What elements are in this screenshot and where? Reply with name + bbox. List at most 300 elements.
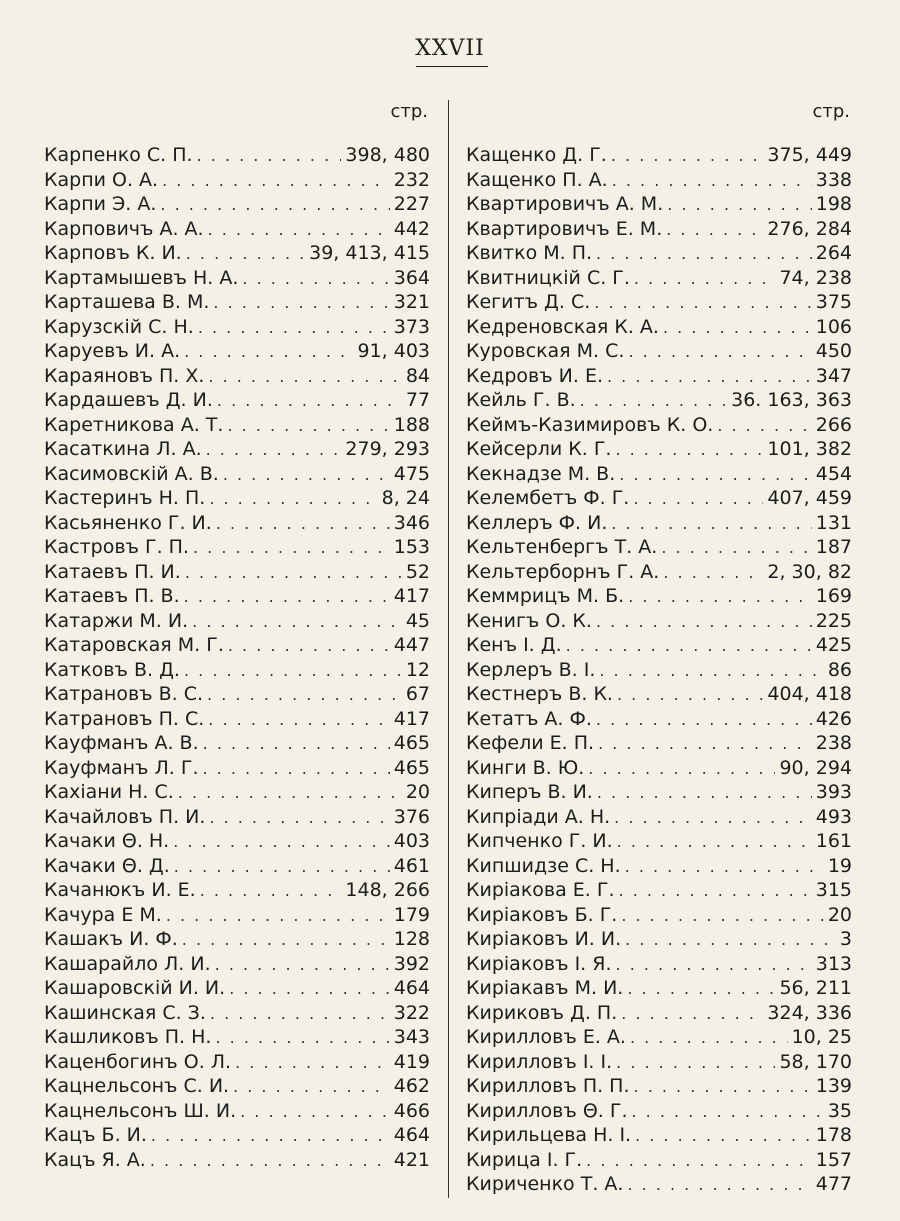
leader-dots bbox=[182, 930, 390, 949]
leader-dots bbox=[628, 587, 812, 606]
index-entry bbox=[44, 781, 430, 806]
leader-dots bbox=[663, 563, 763, 582]
entry-name: Киріаковъ И. И. bbox=[466, 928, 622, 950]
entry-name: Киріакавъ М. И. bbox=[466, 977, 624, 999]
header-rule bbox=[416, 66, 488, 67]
leader-dots bbox=[185, 563, 402, 582]
index-entry bbox=[466, 830, 852, 855]
index-entry bbox=[466, 634, 852, 659]
entry-name: Карпи Э. А. bbox=[44, 193, 157, 215]
index-entry bbox=[466, 585, 852, 610]
entry-pages: 417 bbox=[393, 707, 430, 730]
entry-name: Кенигъ О. К. bbox=[466, 609, 592, 632]
leader-dots bbox=[635, 1126, 812, 1145]
entry-name: Касьяненко Г. И. bbox=[44, 511, 212, 534]
leader-dots bbox=[667, 195, 811, 214]
right-entries bbox=[466, 144, 852, 1198]
leader-dots bbox=[200, 881, 342, 900]
leader-dots bbox=[617, 832, 812, 851]
entry-pages: 475 bbox=[393, 462, 430, 485]
entry-name: Кирилловъ Е. А. bbox=[466, 1026, 626, 1048]
index-entry bbox=[44, 1051, 430, 1076]
leader-dots bbox=[598, 734, 812, 753]
leader-dots bbox=[666, 220, 763, 239]
entry-pages: 466 bbox=[393, 1099, 430, 1122]
index-entry bbox=[466, 1149, 852, 1174]
entry-pages: 477 bbox=[815, 1173, 852, 1195]
index-entry bbox=[466, 928, 852, 953]
index-entry bbox=[466, 218, 852, 243]
entry-pages: 324, 336 bbox=[767, 1001, 852, 1024]
index-entry bbox=[44, 634, 430, 659]
leader-dots bbox=[634, 269, 776, 288]
index-entry bbox=[44, 610, 430, 635]
entry-name: Карповичъ А. А. bbox=[44, 217, 204, 240]
entry-pages: 313 bbox=[815, 952, 852, 975]
index-entry bbox=[44, 291, 430, 316]
entry-name: Кашинская С. З. bbox=[44, 1001, 206, 1024]
index-entry bbox=[44, 1124, 430, 1149]
entry-pages: 375 bbox=[815, 291, 852, 313]
index-entry bbox=[466, 316, 852, 341]
entry-pages: 279, 293 bbox=[345, 438, 430, 460]
entry-pages: 375, 449 bbox=[767, 144, 852, 166]
entry-name: Кедреновская К. А. bbox=[466, 315, 659, 338]
entry-name: Катаевъ П. В. bbox=[44, 585, 180, 607]
entry-name: Катковъ В. Д. bbox=[44, 658, 180, 681]
left-column-header: стр. bbox=[390, 101, 428, 122]
entry-name: Кинги В. Ю. bbox=[466, 756, 585, 779]
index-entry bbox=[466, 732, 852, 757]
leader-dots bbox=[235, 1053, 390, 1072]
entry-name: Качаки Θ. Н. bbox=[44, 830, 170, 852]
index-entry bbox=[44, 316, 430, 341]
right-column bbox=[466, 100, 852, 1198]
entry-name: Керлеръ В. І. bbox=[466, 658, 596, 681]
entry-pages: 322 bbox=[393, 1001, 430, 1024]
entry-pages: 90, 294 bbox=[779, 756, 852, 779]
entry-pages: 464 bbox=[393, 1124, 430, 1146]
leader-dots bbox=[217, 391, 402, 410]
entry-name: Киріаковъ І. Я. bbox=[466, 952, 612, 975]
entry-pages: 139 bbox=[815, 1075, 852, 1097]
entry-name: Квитницкій С. Г. bbox=[466, 266, 630, 289]
entry-name: Кауфманъ А. В. bbox=[44, 732, 199, 754]
index-entry bbox=[44, 757, 430, 782]
entry-pages: 462 bbox=[393, 1075, 430, 1097]
leader-dots bbox=[162, 171, 390, 190]
entry-pages: 131 bbox=[815, 511, 852, 534]
index-entry bbox=[44, 928, 430, 953]
index-entry bbox=[44, 536, 430, 561]
entry-pages: 20 bbox=[405, 781, 430, 803]
index-entry bbox=[466, 1002, 852, 1027]
entry-name: Катаровская М. Г. bbox=[44, 634, 224, 656]
entry-name: Кельтенбергъ Т. А. bbox=[466, 536, 658, 558]
entry-pages: 188 bbox=[393, 413, 430, 436]
right-column-header: стр. bbox=[812, 101, 850, 122]
entry-name: Катаевъ П. И. bbox=[44, 560, 181, 583]
left-entries bbox=[44, 144, 430, 1173]
index-entry bbox=[466, 953, 852, 978]
leader-dots bbox=[627, 1175, 811, 1194]
index-entry bbox=[466, 659, 852, 684]
entry-pages: 232 bbox=[393, 168, 430, 191]
leader-dots bbox=[192, 612, 402, 631]
entry-name: Катрановъ В. С. bbox=[44, 683, 204, 705]
leader-dots bbox=[717, 416, 811, 435]
index-entry bbox=[44, 708, 430, 733]
entry-name: Кеймъ-Казимировъ К. О. bbox=[466, 413, 714, 436]
index-entry bbox=[466, 291, 852, 316]
entry-pages: 338 bbox=[815, 168, 852, 191]
index-entry bbox=[44, 512, 430, 537]
leader-dots bbox=[228, 636, 390, 655]
entry-name: Кащенко П. А. bbox=[466, 168, 608, 191]
leader-dots bbox=[586, 1151, 812, 1170]
entry-name: Кастровъ Г. П. bbox=[44, 536, 189, 558]
index-entry bbox=[44, 1026, 430, 1051]
entry-name: Кекнадзе М. В. bbox=[466, 462, 616, 485]
index-entry bbox=[466, 414, 852, 439]
leader-dots bbox=[628, 342, 811, 361]
leader-dots bbox=[617, 685, 763, 704]
entry-name: Кашаровскій И. И. bbox=[44, 977, 226, 999]
entry-name: Кирилловъ І. І. bbox=[466, 1050, 613, 1073]
entry-pages: 465 bbox=[393, 732, 430, 754]
entry-name: Келембетъ Ф. Г. bbox=[466, 487, 630, 509]
entry-name: Кедровъ И. Е. bbox=[466, 364, 603, 387]
entry-pages: 169 bbox=[815, 585, 852, 607]
entry-name: Качайловъ П. И. bbox=[44, 805, 206, 828]
entry-pages: 20 bbox=[827, 903, 852, 926]
entry-pages: 343 bbox=[393, 1026, 430, 1048]
leader-dots bbox=[616, 1053, 775, 1072]
entry-pages: 45 bbox=[405, 609, 430, 632]
index-entry bbox=[466, 904, 852, 929]
index-entry bbox=[44, 732, 430, 757]
entry-pages: 187 bbox=[815, 536, 852, 558]
index-entry bbox=[44, 389, 430, 414]
index-entry bbox=[44, 365, 430, 390]
entry-name: Каценбогинъ О. Л. bbox=[44, 1050, 232, 1073]
index-entry bbox=[44, 438, 430, 463]
leader-dots bbox=[616, 955, 812, 974]
index-entry bbox=[44, 218, 430, 243]
leader-dots bbox=[612, 171, 812, 190]
index-entry bbox=[466, 242, 852, 267]
entry-pages: 376 bbox=[393, 805, 430, 828]
entry-name: Караяновъ П. Х. bbox=[44, 364, 205, 387]
leader-dots bbox=[621, 906, 823, 925]
entry-name: Келлеръ Ф. И. bbox=[466, 511, 608, 534]
leader-dots bbox=[580, 391, 727, 410]
index-entry bbox=[466, 610, 852, 635]
entry-pages: 106 bbox=[815, 315, 852, 338]
leader-dots bbox=[150, 1151, 390, 1170]
index-entry bbox=[44, 806, 430, 831]
index-entry bbox=[44, 463, 430, 488]
index-entry bbox=[466, 806, 852, 831]
index-entry bbox=[466, 1100, 852, 1125]
index-entry bbox=[466, 683, 852, 708]
leader-dots bbox=[233, 1077, 390, 1096]
entry-pages: 128 bbox=[393, 928, 430, 950]
entry-pages: 450 bbox=[815, 340, 852, 362]
entry-pages: 407, 459 bbox=[767, 487, 852, 509]
leader-dots bbox=[596, 244, 812, 263]
leader-dots bbox=[173, 832, 390, 851]
index-entry bbox=[466, 536, 852, 561]
index-entry bbox=[466, 144, 852, 169]
entry-name: Квартировичъ Е. М. bbox=[466, 217, 663, 240]
index-entry bbox=[466, 487, 852, 512]
entry-name: Кашликовъ П. Н. bbox=[44, 1026, 212, 1048]
index-entry bbox=[44, 193, 430, 218]
entry-pages: 157 bbox=[815, 1148, 852, 1171]
entry-pages: 179 bbox=[393, 903, 430, 926]
entry-name: Кирилловъ Θ. Г. bbox=[466, 1099, 628, 1122]
index-entry bbox=[44, 855, 430, 880]
leader-dots bbox=[663, 318, 812, 337]
entry-name: Квитко М. П. bbox=[466, 242, 593, 264]
leader-dots bbox=[625, 857, 824, 876]
entry-pages: 417 bbox=[393, 585, 430, 607]
entry-name: Кипріади А. Н. bbox=[466, 805, 611, 828]
index-entry bbox=[466, 1173, 852, 1198]
leader-dots bbox=[607, 367, 812, 386]
entry-name: Кириковъ Д. П. bbox=[466, 1001, 618, 1024]
entry-name: Кардашевъ Д. И. bbox=[44, 389, 213, 411]
entry-pages: 12 bbox=[405, 658, 430, 681]
entry-name: Киперъ В. И. bbox=[466, 781, 593, 803]
leader-dots bbox=[207, 685, 402, 704]
entry-pages: 178 bbox=[815, 1124, 852, 1146]
leader-dots bbox=[198, 318, 390, 337]
entry-pages: 442 bbox=[393, 217, 430, 240]
entry-pages: 35 bbox=[827, 1099, 852, 1122]
entry-name: Кефели Е. П. bbox=[466, 732, 595, 754]
leader-dots bbox=[634, 1077, 812, 1096]
index-entry bbox=[44, 1149, 430, 1174]
entry-name: Киріакова Е. Г. bbox=[466, 879, 615, 901]
leader-dots bbox=[599, 661, 823, 680]
index-entry bbox=[466, 757, 852, 782]
index-entry bbox=[44, 879, 430, 904]
index-entry bbox=[44, 1100, 430, 1125]
entry-pages: 86 bbox=[827, 658, 852, 681]
entry-pages: 67 bbox=[405, 683, 430, 705]
column-divider bbox=[448, 100, 449, 1198]
leader-dots bbox=[193, 538, 390, 557]
leader-dots bbox=[619, 465, 811, 484]
entry-name: Карташева В. М. bbox=[44, 291, 210, 313]
index-entry bbox=[466, 781, 852, 806]
entry-pages: 321 bbox=[393, 291, 430, 313]
leader-dots bbox=[184, 661, 402, 680]
entry-name: Кирилловъ П. П. bbox=[466, 1075, 630, 1097]
entry-pages: 148, 266 bbox=[345, 879, 430, 901]
entry-name: Кастеринъ Н. П. bbox=[44, 487, 206, 509]
entry-pages: 227 bbox=[393, 193, 430, 215]
entry-pages: 447 bbox=[393, 634, 430, 656]
index-entry bbox=[44, 977, 430, 1002]
entry-pages: 10, 25 bbox=[791, 1026, 852, 1048]
entry-pages: 421 bbox=[393, 1148, 430, 1171]
entry-name: Кейсерли К. Г. bbox=[466, 438, 612, 460]
leader-dots bbox=[184, 342, 353, 361]
entry-pages: 461 bbox=[393, 854, 430, 877]
index-entry bbox=[466, 879, 852, 904]
entry-name: Карузскій С. Н. bbox=[44, 315, 194, 338]
entry-pages: 39, 413, 415 bbox=[309, 242, 430, 264]
entry-name: Кирильцева Н. І. bbox=[466, 1124, 632, 1146]
entry-name: Кегитъ Д. С. bbox=[466, 291, 591, 313]
entry-name: Кейль Г. В. bbox=[466, 389, 576, 411]
entry-name: Киріаковъ Б. Г. bbox=[466, 903, 618, 926]
leader-dots bbox=[166, 906, 390, 925]
leader-dots bbox=[160, 195, 389, 214]
entry-name: Карпи О. А. bbox=[44, 168, 159, 191]
entry-name: Кацъ Б. И. bbox=[44, 1124, 147, 1146]
entry-name: Куровская М. С. bbox=[466, 340, 625, 362]
leader-dots bbox=[208, 220, 390, 239]
entry-pages: 373 bbox=[393, 315, 430, 338]
index-entry bbox=[466, 193, 852, 218]
leader-dots bbox=[209, 808, 389, 827]
entry-pages: 198 bbox=[815, 193, 852, 215]
entry-name: Кауфманъ Л. Г. bbox=[44, 756, 199, 779]
leader-dots bbox=[229, 979, 390, 998]
entry-pages: 56, 211 bbox=[779, 977, 852, 999]
leader-dots bbox=[215, 1028, 389, 1047]
leader-dots bbox=[597, 783, 812, 802]
leader-dots bbox=[174, 857, 390, 876]
leader-dots bbox=[213, 293, 389, 312]
entry-pages: 425 bbox=[815, 634, 852, 656]
entry-pages: 153 bbox=[393, 536, 430, 558]
leader-dots bbox=[223, 465, 390, 484]
leader-dots bbox=[203, 734, 390, 753]
entry-pages: 8, 24 bbox=[381, 487, 430, 509]
index-entry bbox=[44, 561, 430, 586]
leader-dots bbox=[184, 587, 390, 606]
entry-name: Кириченко Т. А. bbox=[466, 1173, 624, 1195]
entry-name: Кашакъ И. Ф. bbox=[44, 928, 178, 950]
index-entry bbox=[466, 267, 852, 292]
entry-name: Кирица І. Г. bbox=[466, 1148, 583, 1171]
index-entry bbox=[466, 1124, 852, 1149]
entry-pages: 58, 170 bbox=[779, 1050, 852, 1073]
entry-name: Кацнельсонъ С. И. bbox=[44, 1075, 230, 1097]
entry-name: Качаки Θ. Д. bbox=[44, 854, 170, 877]
index-entry bbox=[466, 1075, 852, 1100]
leader-dots bbox=[631, 1102, 823, 1121]
entry-name: Касаткина Л. А. bbox=[44, 438, 202, 460]
entry-name: Касимовскій А. В. bbox=[44, 462, 219, 485]
index-entry bbox=[466, 169, 852, 194]
leader-dots bbox=[242, 269, 389, 288]
entry-name: Кахіани Н. С. bbox=[44, 781, 174, 803]
entry-pages: 3 bbox=[839, 928, 852, 950]
leader-dots bbox=[240, 1102, 390, 1121]
page-number: XXVII bbox=[415, 36, 485, 61]
index-entry bbox=[466, 561, 852, 586]
index-entry bbox=[466, 1026, 852, 1051]
leader-dots bbox=[619, 881, 812, 900]
index-entry bbox=[466, 512, 852, 537]
index-entry bbox=[44, 169, 430, 194]
index-entry bbox=[466, 855, 852, 880]
leader-dots bbox=[208, 710, 389, 729]
entry-name: Кипшидзе С. Н. bbox=[466, 854, 621, 877]
entry-name: Квартировичъ А. М. bbox=[466, 193, 664, 215]
entry-pages: 398, 480 bbox=[345, 144, 430, 166]
index-entry bbox=[466, 708, 852, 733]
entry-pages: 464 bbox=[393, 977, 430, 999]
entry-pages: 419 bbox=[393, 1050, 430, 1073]
leader-dots bbox=[227, 416, 389, 435]
left-column bbox=[44, 100, 430, 1173]
leader-dots bbox=[625, 930, 836, 949]
index-entry bbox=[44, 267, 430, 292]
index-entry bbox=[466, 1051, 852, 1076]
leader-dots bbox=[627, 979, 775, 998]
leader-dots bbox=[661, 538, 811, 557]
entry-name: Качура Е М. bbox=[44, 903, 162, 926]
leader-dots bbox=[197, 146, 342, 165]
entry-pages: 276, 284 bbox=[767, 217, 852, 240]
leader-dots bbox=[588, 759, 775, 778]
entry-pages: 364 bbox=[393, 266, 430, 289]
entry-pages: 19 bbox=[827, 854, 852, 877]
entry-pages: 52 bbox=[405, 560, 430, 583]
index-entry bbox=[44, 683, 430, 708]
entry-name: Кестнеръ В. К. bbox=[466, 683, 613, 705]
entry-name: Кашарайло Л. И. bbox=[44, 952, 211, 975]
entry-name: Кенъ І. Д. bbox=[466, 634, 562, 656]
entry-pages: 84 bbox=[405, 364, 430, 387]
entry-pages: 74, 238 bbox=[779, 266, 852, 289]
index-entry bbox=[44, 1075, 430, 1100]
entry-pages: 36. 163, 363 bbox=[731, 389, 852, 411]
entry-pages: 2, 30, 82 bbox=[767, 560, 852, 583]
leader-dots bbox=[210, 1004, 390, 1023]
index-entry bbox=[44, 487, 430, 512]
entry-pages: 493 bbox=[815, 805, 852, 828]
leader-dots bbox=[216, 514, 390, 533]
entry-name: Каретникова А. Т. bbox=[44, 413, 224, 436]
entry-name: Карповъ К. И. bbox=[44, 242, 182, 264]
leader-dots bbox=[621, 1004, 763, 1023]
index-entry bbox=[44, 414, 430, 439]
entry-name: Кельтерборнъ Г. А. bbox=[466, 560, 660, 583]
entry-name: Катрановъ П. С. bbox=[44, 707, 205, 730]
entry-name: Катаржи М. И. bbox=[44, 609, 189, 632]
leader-dots bbox=[630, 1028, 788, 1047]
leader-dots bbox=[596, 710, 812, 729]
index-entry bbox=[44, 585, 430, 610]
entry-pages: 77 bbox=[405, 389, 430, 411]
leader-dots bbox=[611, 146, 764, 165]
leader-dots bbox=[208, 367, 401, 386]
entry-name: Кетатъ А. Ф. bbox=[466, 707, 592, 730]
entry-name: Кацъ Я. А. bbox=[44, 1148, 146, 1171]
leader-dots bbox=[611, 514, 811, 533]
leader-dots bbox=[215, 955, 390, 974]
entry-pages: 315 bbox=[815, 879, 852, 901]
index-entry bbox=[44, 830, 430, 855]
